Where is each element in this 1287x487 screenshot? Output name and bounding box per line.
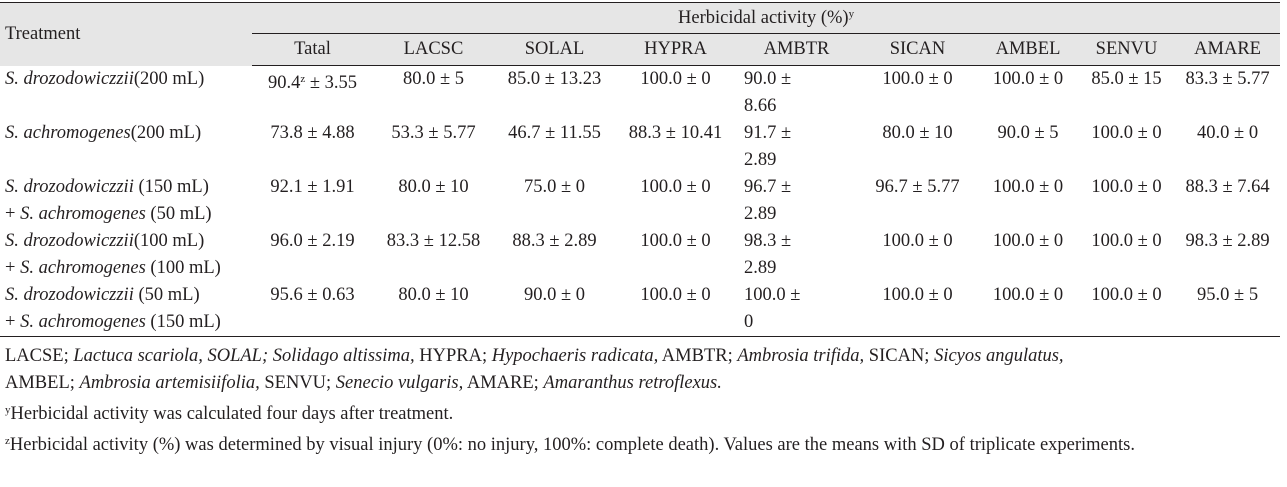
treatment-volume: (200 mL) bbox=[130, 123, 202, 143]
value-cell-sican bbox=[857, 228, 978, 282]
value-cell-tatal bbox=[252, 282, 373, 337]
footnote-run: HYPRA; bbox=[414, 346, 492, 366]
tatal-value bbox=[252, 120, 373, 147]
treatment-species: S. drozodowiczzii bbox=[5, 177, 134, 197]
footnote-z-marker: z bbox=[5, 435, 10, 447]
footnote-run: AMARE; bbox=[463, 373, 544, 393]
cell-value: 80.0 ± 10 bbox=[398, 177, 469, 197]
value-cell-ambtr bbox=[736, 228, 857, 282]
value-cell-hypra bbox=[615, 282, 736, 337]
group-header-footnote-marker: y bbox=[848, 7, 855, 20]
value-cell-lacsc bbox=[373, 174, 494, 228]
column-header-ambtr: AMBTR bbox=[736, 34, 857, 66]
column-header-senvu: SENVU bbox=[1078, 34, 1175, 66]
tatal-mean: 96.0 ± 2.19 bbox=[270, 231, 355, 251]
value-cell-solal bbox=[494, 282, 615, 337]
treatment-species-2: S. achromogenes bbox=[20, 258, 146, 278]
footnote-y bbox=[5, 397, 1245, 428]
tatal-mean: 90.4 bbox=[267, 73, 301, 93]
cell-value: 100.0 ± 0 bbox=[744, 285, 801, 332]
cell-value: 40.0 ± 0 bbox=[1197, 123, 1259, 143]
value-cell-ambel bbox=[978, 282, 1078, 337]
value-cell-ambtr bbox=[736, 174, 857, 228]
treatment-cell bbox=[0, 120, 252, 174]
treatment-volume: (100 mL) bbox=[133, 231, 205, 251]
treatment-line-2-empty bbox=[5, 147, 252, 174]
value-cell-solal bbox=[494, 120, 615, 174]
treatment-volume: (200 mL) bbox=[133, 68, 205, 89]
cell-value: 88.3 ± 2.89 bbox=[512, 231, 597, 251]
value-cell-senvu bbox=[1078, 228, 1175, 282]
column-header-tatal: Tatal bbox=[252, 34, 373, 66]
cell-value: 90.0 ± 8.66 bbox=[744, 69, 792, 116]
table-row bbox=[0, 228, 1280, 282]
tatal-value bbox=[252, 174, 373, 201]
tatal-sd: ± 3.55 bbox=[309, 73, 358, 93]
footnotes bbox=[5, 343, 1245, 459]
treatment-species: S. drozodowiczzii bbox=[5, 68, 134, 89]
treatment-line-1 bbox=[5, 66, 252, 93]
tatal-value bbox=[252, 66, 373, 93]
value-cell-hypra bbox=[615, 120, 736, 174]
column-header-ambel: AMBEL bbox=[978, 34, 1078, 66]
cell-value: 100.0 ± 0 bbox=[992, 69, 1064, 89]
cell-value: 80.0 ± 10 bbox=[882, 123, 953, 143]
treatment-line-2-empty bbox=[5, 93, 252, 120]
cell-value: 98.3 ± 2.89 bbox=[1185, 231, 1270, 251]
table-row bbox=[0, 282, 1280, 337]
value-cell-ambtr bbox=[736, 66, 857, 121]
treatment-line-2 bbox=[5, 255, 252, 282]
treatment-volume-2: (50 mL) bbox=[145, 204, 212, 224]
footnote-run: Ambrosia trifida, bbox=[737, 346, 865, 366]
cell-value: 80.0 ± 5 bbox=[402, 69, 465, 89]
footnote-run: Senecio vulgaris, bbox=[335, 373, 464, 393]
column-header-hypra: HYPRA bbox=[615, 34, 736, 66]
table-row bbox=[0, 120, 1280, 174]
cell-value: 90.0 ± 0 bbox=[523, 285, 586, 305]
value-cell-tatal bbox=[252, 174, 373, 228]
footnote-run: SICAN; bbox=[864, 346, 935, 366]
treatment-volume: (50 mL) bbox=[133, 285, 200, 305]
footnote-run: SENVU; bbox=[259, 373, 336, 393]
cell-value: 85.0 ± 15 bbox=[1091, 69, 1162, 89]
cell-value: 100.0 ± 0 bbox=[640, 285, 711, 305]
value-cell-senvu bbox=[1078, 174, 1175, 228]
value-cell-solal bbox=[494, 228, 615, 282]
value-cell-solal bbox=[494, 174, 615, 228]
footnote-run: Ambrosia artemisiifolia, bbox=[79, 373, 260, 393]
cell-value: 53.3 ± 5.77 bbox=[391, 123, 476, 143]
treatment-plus: + bbox=[5, 312, 21, 332]
abbreviation-note-line1 bbox=[5, 343, 1245, 370]
value-cell-amare bbox=[1175, 228, 1280, 282]
cell-value: 100.0 ± 0 bbox=[1091, 231, 1162, 251]
treatment-species: S. drozodowiczzii bbox=[5, 285, 134, 305]
value-cell-ambtr bbox=[736, 120, 857, 174]
cell-value: 46.7 ± 11.55 bbox=[508, 123, 601, 143]
cell-value: 100.0 ± 0 bbox=[640, 177, 711, 197]
treatment-species: S. drozodowiczzii bbox=[5, 231, 134, 251]
value-cell-senvu bbox=[1078, 120, 1175, 174]
value-cell-lacsc bbox=[373, 120, 494, 174]
table-body bbox=[0, 66, 1280, 337]
group-header bbox=[252, 3, 1280, 34]
footnote-z bbox=[5, 428, 1245, 459]
cell-value: 91.7 ± 2.89 bbox=[744, 123, 792, 170]
treatment-line-2 bbox=[5, 201, 252, 228]
treatment-volume-2: (150 mL) bbox=[145, 312, 221, 332]
table-row bbox=[0, 174, 1280, 228]
footnote-run: AMBEL; bbox=[5, 373, 80, 393]
value-cell-amare bbox=[1175, 174, 1280, 228]
footnote-run: Sicyos angulatus, bbox=[934, 346, 1064, 366]
treatment-line-1 bbox=[5, 174, 252, 201]
table-row bbox=[0, 66, 1280, 121]
footnote-run: LACSE; bbox=[5, 346, 74, 366]
abbreviation-note-line2 bbox=[5, 370, 1245, 397]
cell-value: 100.0 ± 0 bbox=[882, 285, 953, 305]
tatal-footnote-marker: z bbox=[300, 73, 306, 85]
cell-value: 85.0 ± 13.23 bbox=[507, 69, 602, 89]
value-cell-sican bbox=[857, 174, 978, 228]
cell-value: 100.0 ± 0 bbox=[882, 231, 953, 251]
cell-value: 100.0 ± 0 bbox=[1091, 285, 1162, 305]
footnote-run: Amaranthus retroflexus. bbox=[543, 373, 722, 393]
cell-value: 83.3 ± 12.58 bbox=[386, 231, 481, 251]
footnote-run: AMBTR; bbox=[658, 346, 738, 366]
cell-value: 100.0 ± 0 bbox=[992, 177, 1064, 197]
value-cell-sican bbox=[857, 282, 978, 337]
value-cell-tatal bbox=[252, 228, 373, 282]
value-cell-ambel bbox=[978, 66, 1078, 121]
treatment-cell bbox=[0, 174, 252, 228]
tatal-mean: 95.6 ± 0.63 bbox=[270, 285, 355, 305]
cell-value: 90.0 ± 5 bbox=[997, 123, 1059, 143]
footnote-y-marker: y bbox=[5, 404, 11, 416]
cell-value: 88.3 ± 7.64 bbox=[1185, 177, 1270, 197]
tatal-mean: 92.1 ± 1.91 bbox=[270, 177, 355, 197]
value-cell-sican bbox=[857, 66, 978, 121]
treatment-species-2: S. achromogenes bbox=[20, 312, 146, 332]
treatment-line-1 bbox=[5, 228, 252, 255]
treatment-cell bbox=[0, 282, 252, 337]
value-cell-amare bbox=[1175, 282, 1280, 337]
value-cell-lacsc bbox=[373, 228, 494, 282]
cell-value: 96.7 ± 2.89 bbox=[744, 177, 792, 224]
cell-value: 98.3 ± 2.89 bbox=[744, 231, 792, 278]
group-header-text: Herbicidal activity (%) bbox=[678, 7, 849, 28]
tatal-value bbox=[252, 282, 373, 309]
value-cell-ambel bbox=[978, 120, 1078, 174]
value-cell-tatal bbox=[252, 120, 373, 174]
value-cell-hypra bbox=[615, 66, 736, 121]
treatment-species: S. achromogenes bbox=[5, 123, 131, 143]
cell-value: 88.3 ± 10.41 bbox=[628, 123, 723, 143]
treatment-header: Treatment bbox=[0, 3, 252, 66]
cell-value: 100.0 ± 0 bbox=[640, 69, 711, 89]
column-header-lacsc: LACSC bbox=[373, 34, 494, 66]
footnote-z-text: Herbicidal activity (%) was determined by visual injury (0%: no injury, 100%: complete death). Values are the means with SD of triplicate experiments. bbox=[9, 435, 1135, 455]
footnote-run: Hypochaeris radicata, bbox=[491, 346, 659, 366]
cell-value: 100.0 ± 0 bbox=[640, 231, 711, 251]
treatment-line-2 bbox=[5, 309, 252, 336]
cell-value: 80.0 ± 10 bbox=[398, 285, 469, 305]
treatment-plus: + bbox=[5, 258, 21, 278]
column-header-sican: SICAN bbox=[857, 34, 978, 66]
value-cell-amare bbox=[1175, 66, 1280, 121]
footnote-run: Lactuca scariola, SOLAL; Solidago altissima, bbox=[73, 346, 415, 366]
cell-value: 100.0 ± 0 bbox=[1091, 177, 1162, 197]
column-header-solal: SOLAL bbox=[494, 34, 615, 66]
column-header-amare: AMARE bbox=[1175, 34, 1280, 66]
value-cell-lacsc bbox=[373, 282, 494, 337]
value-cell-ambel bbox=[978, 228, 1078, 282]
treatment-cell bbox=[0, 228, 252, 282]
value-cell-hypra bbox=[615, 174, 736, 228]
footnote-y-text: Herbicidal activity was calculated four days after treatment. bbox=[10, 404, 454, 424]
cell-value: 75.0 ± 0 bbox=[523, 177, 586, 197]
value-cell-ambel bbox=[978, 174, 1078, 228]
cell-value: 96.7 ± 5.77 bbox=[875, 177, 960, 197]
cell-value: 100.0 ± 0 bbox=[992, 231, 1064, 251]
treatment-volume-2: (100 mL) bbox=[145, 258, 221, 278]
value-cell-amare bbox=[1175, 120, 1280, 174]
cell-value: 100.0 ± 0 bbox=[882, 69, 953, 89]
value-cell-tatal bbox=[252, 66, 373, 121]
cell-value: 100.0 ± 0 bbox=[992, 285, 1064, 305]
herbicidal-activity-table bbox=[0, 2, 1280, 337]
value-cell-lacsc bbox=[373, 66, 494, 121]
tatal-value bbox=[252, 228, 373, 255]
cell-value: 83.3 ± 5.77 bbox=[1185, 69, 1270, 89]
cell-value: 95.0 ± 5 bbox=[1197, 285, 1259, 305]
value-cell-solal bbox=[494, 66, 615, 121]
treatment-line-1 bbox=[5, 120, 252, 147]
cell-value: 100.0 ± 0 bbox=[1091, 123, 1162, 143]
treatment-species-2: S. achromogenes bbox=[20, 204, 146, 224]
treatment-cell bbox=[0, 66, 252, 121]
value-cell-hypra bbox=[615, 228, 736, 282]
value-cell-sican bbox=[857, 120, 978, 174]
treatment-volume: (150 mL) bbox=[133, 177, 209, 197]
value-cell-ambtr bbox=[736, 282, 857, 337]
value-cell-senvu bbox=[1078, 66, 1175, 121]
value-cell-senvu bbox=[1078, 282, 1175, 337]
treatment-line-1 bbox=[5, 282, 252, 309]
treatment-plus: + bbox=[5, 204, 21, 224]
tatal-mean: 73.8 ± 4.88 bbox=[270, 123, 355, 143]
